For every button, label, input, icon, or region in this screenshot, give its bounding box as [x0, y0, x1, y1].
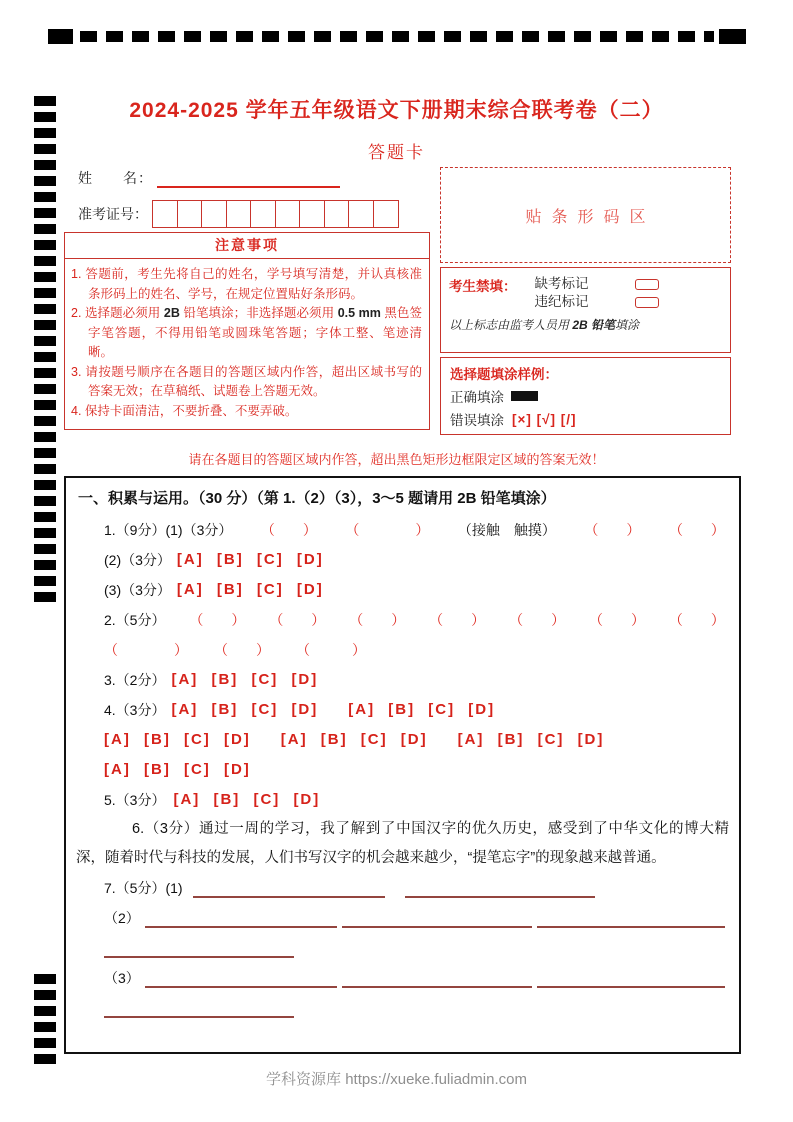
question-label: 6.（3分）通过一周的学习，我了解到了中国汉字的优久历史，感受到了中华文化的博大精深，随着时代与科技的发展，人们书写汉字的机会越来越少，“提笔忘字”的现象越来越普通。 [76, 821, 729, 866]
spacer [428, 740, 458, 741]
question-label: （2） [104, 910, 140, 926]
exam-no-label: 准考证号： [78, 206, 148, 222]
question-label: (2)（3分） [104, 552, 171, 568]
answer-row [76, 605, 729, 635]
exam-no-row [78, 200, 399, 228]
proctor-mark-box[interactable] [635, 279, 659, 290]
answer-row [76, 635, 729, 665]
wrong-fill-label: 错误填涂 [450, 413, 504, 428]
correct-fill-label: 正确填涂 [450, 390, 504, 405]
answer-blank-line[interactable] [193, 879, 385, 898]
answer-blank-line[interactable] [537, 969, 725, 988]
spacer [165, 800, 173, 801]
spacer [183, 888, 193, 889]
exam-no-cell[interactable] [226, 200, 252, 228]
answer-blank-line[interactable] [342, 909, 532, 928]
proctor-mark-label: 缺考标记 [534, 276, 589, 291]
name-row [78, 168, 340, 188]
answer-paren-blank[interactable]: （ ） [509, 612, 566, 628]
answer-row [76, 903, 729, 933]
answer-paren-blank[interactable]: （ ） [668, 612, 725, 628]
question-label: 7.（5分）(1) [104, 880, 183, 896]
option-group[interactable]: [A] [B] [C] [D] [171, 671, 319, 688]
question-label: （接触 触摸） [457, 522, 556, 538]
answer-paren-blank[interactable]: （ ） [345, 522, 430, 538]
exam-no-cell[interactable] [348, 200, 374, 228]
name-label: 姓 名： [78, 170, 153, 186]
section-header [76, 483, 729, 515]
answer-row [76, 993, 729, 1023]
exam-no-cell[interactable] [324, 200, 350, 228]
exam-no-cell[interactable] [373, 200, 399, 228]
answer-blank-line[interactable] [104, 999, 294, 1018]
option-group[interactable]: [A] [B] [C] [D] [176, 551, 324, 568]
answer-paren-blank[interactable]: （ ） [269, 612, 326, 628]
answer-paren-blank[interactable]: （ ） [668, 522, 725, 538]
answer-blank-line[interactable] [537, 909, 725, 928]
wrong-fill-marks: [×] [√] [/] [512, 411, 577, 427]
footer-watermark: 学科资源库 https://xueke.fuliadmin.com [266, 1071, 527, 1088]
notice-item: 1. 答题前，考生先将自己的姓名，学号填写清楚，并认真核准条形码上的姓名、学号，在规定位置贴好条形码。 [71, 267, 422, 301]
notice-title: 注意事项 [64, 232, 430, 259]
spacer [251, 740, 281, 741]
option-group[interactable]: [A] [B] [C] [D] [176, 581, 324, 598]
answer-paren-blank[interactable]: （ ） [429, 612, 486, 628]
timing-marks-left-upper [34, 96, 56, 346]
timing-mark-corner-right [719, 29, 746, 44]
answer-row [76, 695, 729, 725]
timing-marks-top [80, 31, 714, 42]
proctor-note: 以上标志由监考人员用 2B 铅笔填涂 [449, 318, 640, 332]
notice-item: 2. 选择题必须用 2B 铅笔填涂；非选择题必须用 0.5 mm 黑色签字笔答题，不得用铅笔或圆珠笔答题；字体工整、笔迹清晰。 [71, 306, 422, 359]
proctor-mark-label: 违纪标记 [534, 294, 589, 309]
answer-row [76, 963, 729, 993]
area-warning-text: 请在各题目的答题区域内作答，超出黑色矩形边框限定区域的答案无效！ [188, 452, 605, 467]
option-group[interactable]: [A] [B] [C] [D] [171, 701, 319, 718]
answer-card-subtitle: 答题卡 [368, 143, 425, 162]
answer-row [76, 575, 729, 605]
notice-item: 4. 保持卡面清洁，不要折叠、不要弄破。 [71, 403, 298, 418]
question-label: 3.（2分） [104, 672, 166, 688]
correct-fill-swatch [511, 391, 538, 401]
answer-blank-line[interactable] [104, 939, 294, 958]
question-label: 5.（3分） [104, 792, 166, 808]
exam-no-cell[interactable] [201, 200, 227, 228]
timing-marks-left-lower [34, 974, 56, 1066]
answer-paren-blank[interactable]: （ ） [349, 612, 406, 628]
answer-row [76, 815, 729, 873]
name-input-line[interactable] [157, 171, 340, 188]
spacer [318, 710, 348, 711]
question-label: 2.（5分） [104, 612, 166, 628]
exam-no-cells [152, 200, 399, 228]
fill-sample-title: 选择题填涂样例： [450, 367, 558, 382]
answer-blank-line[interactable] [342, 969, 532, 988]
proctor-marks [535, 275, 659, 311]
exam-no-cell[interactable] [177, 200, 203, 228]
question-label: 1.（9分）(1)（3分） [104, 522, 233, 538]
option-group[interactable]: [A] [B] [C] [D] [173, 791, 321, 808]
answer-row [76, 545, 729, 575]
option-group[interactable]: [A] [B] [C] [D] [104, 731, 251, 748]
answer-paren-blank[interactable]: （ ） [104, 642, 188, 658]
answer-paren-blank[interactable]: （ ） [589, 612, 645, 628]
answer-blank-line[interactable] [145, 969, 337, 988]
answer-area [64, 476, 741, 1054]
option-group[interactable]: [A] [B] [C] [D] [457, 731, 605, 748]
proctor-box [440, 267, 731, 353]
question-label: （3） [104, 970, 140, 986]
answer-row [76, 785, 729, 815]
answer-paren-blank[interactable]: （ ） [296, 642, 366, 658]
exam-no-cell[interactable] [275, 200, 301, 228]
proctor-title: 考生禁填： [449, 279, 517, 294]
question-label: 一、积累与运用。（30 分）（第 1.（2）（3），3～5 题请用 2B 铅笔填涂） [78, 490, 556, 507]
spacer [188, 650, 214, 651]
option-group[interactable]: [A] [B] [C] [D] [348, 701, 496, 718]
answer-row [76, 755, 729, 785]
answer-paren-blank[interactable]: （ ） [584, 522, 641, 538]
spacer [385, 888, 405, 889]
answer-row [76, 725, 729, 755]
barcode-area-label: 贴条形码区 [525, 208, 656, 226]
question-label: (3)（3分） [104, 582, 171, 598]
answer-paren-blank[interactable]: （ ） [189, 612, 246, 628]
answer-row [76, 515, 729, 545]
exam-no-cell[interactable] [152, 200, 178, 228]
answer-row [76, 665, 729, 695]
option-group[interactable]: [A] [B] [C] [D] [104, 761, 251, 778]
answer-blank-line[interactable] [145, 909, 337, 928]
barcode-area [440, 167, 731, 263]
proctor-mark-row [535, 275, 659, 293]
spacer [270, 650, 296, 651]
answer-paren-blank[interactable]: （ ） [214, 642, 270, 658]
option-group[interactable]: [A] [B] [C] [D] [280, 731, 428, 748]
timing-mark-corner-left [48, 29, 73, 44]
notice-box [64, 232, 430, 430]
answer-row [76, 933, 729, 963]
fill-sample-box [440, 357, 731, 435]
notice-body [64, 259, 430, 430]
timing-marks-left-middle [34, 352, 56, 602]
proctor-mark-row [535, 293, 659, 311]
exam-no-cell[interactable] [250, 200, 276, 228]
answer-blank-line[interactable] [405, 879, 595, 898]
page-title: 2024-2025 学年五年级语文下册期末综合联考卷（二） [129, 99, 664, 122]
answer-row [76, 873, 729, 903]
exam-no-cell[interactable] [299, 200, 325, 228]
proctor-mark-box[interactable] [635, 297, 659, 308]
notice-item: 3. 请按题号顺序在各题目的答题区域内作答，超出区域书写的答案无效；在草稿纸、试题卷上答题无效。 [71, 364, 422, 398]
question-label: 4.（3分） [104, 702, 166, 718]
answer-paren-blank[interactable]: （ ） [260, 522, 317, 538]
